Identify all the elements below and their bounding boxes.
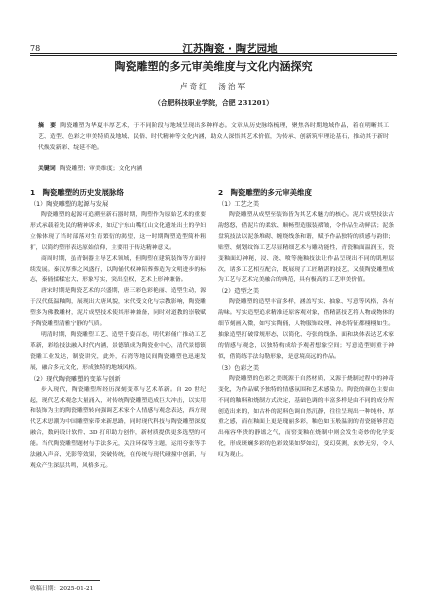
paragraph: 陶瓷雕塑从成型至装饰皆为其艺术魅力的核心。泥片成型技法古韵悠悠，借泥片的柔软、顺畅塑造服装褶皱，令作品生动鲜活；泥条盘筑技法以泥条堆砌、缠绕线条和谐，赋予作品独特的质感与韵律；贴塑、刻划纹饰工艺尽显精细艺术与雕功能性，青瓷釉面温润玉，瓷变釉面幻神秘，浸、浇、喷等施釉技法让作品呈现出不同的肌理层次，诸多工艺相互配合，既展现了工匠精湛的技艺，又使陶瓷雕塑成为工艺与艺术完美融合的典范，具有极高的工艺审美价值。 xyxy=(218,212,394,284)
section-title-aesthetics: 2 陶瓷雕塑的多元审美维度 xyxy=(218,188,312,197)
article-title: 陶瓷雕塑的多元审美维度与文化内涵探究 xyxy=(114,60,313,73)
subsection-title-color: （3）色彩之美 xyxy=(218,364,260,372)
received-date: 收稿日期：2025-01-21 xyxy=(30,586,94,592)
subsection-title-origin: （1）陶瓷雕塑的起源与发展 xyxy=(30,201,109,208)
journal-column-title: 江苏陶瓷 · 陶艺园地 xyxy=(182,43,278,55)
abstract-label: 摘 要 xyxy=(38,123,57,129)
paragraph: 陶瓷雕塑的色彩之美既源于自然材质，又源于烧制过程中的神奇变化，为作品赋予独特的情感氛围和艺术感染力。陶瓷的颜色主要由不同的釉料和烧制方式决定，基础色调的丰富多样是由不同的成分所创造出来的，如古朴的泥料色调自然沉静，往往呈现出一种纯朴、厚重之感，而在釉面上更是瑰丽多彩，釉色如玉般温润的青瓷能够营造出雍容华贵的静谧之气，而窑变釉在烧制中则会发生奇妙的化学变化，形成斑斓多彩的色彩效果如梦如幻，变幻莫测，玄妙无穷，令人叹为观止。 xyxy=(218,375,394,459)
left-column xyxy=(30,184,206,472)
page-number: 78 xyxy=(30,44,41,53)
paragraph: 陶瓷雕塑的造型丰富多样，涵盖写实、抽象、写意等风格，各有韵味。写实造型追求精准还原客观对象，借精湛技艺将人物或物体的细节刻画入微，如写实陶俑，人物服饰纹理、神态特征都栩栩如生。抽象造型打破常规形态，以简化、夸张的线条、面和块体表达艺术家的情感与观念，以独特构成给予观者想象空间；写意造型则重于神似，借简练手法勾勒形象，是意境高远的作品。 xyxy=(218,299,394,360)
subsection-title-form: （2）造型之美 xyxy=(218,288,260,296)
keywords xyxy=(38,164,389,175)
received-rule xyxy=(30,580,100,581)
paragraph: 唐宋时期是陶瓷艺术的兴盛期，唐三彩色彩艳丽、造型生动，源于汉代低温釉陶，展现出大唐风貌，宋代受文化与宗教影响，陶瓷雕塑多为佛教雕材，泥片成型技术使其形神兼备，同时对道教的崇敬赋予陶瓷雕塑清雅宁静的气质。 xyxy=(30,288,206,328)
right-column xyxy=(218,184,394,461)
header-rule-thin xyxy=(30,55,397,56)
paragraph: 步入现代，陶瓷雕塑所经历深刻变革与艺术革新。自 20 世纪起，现代艺术观念大量涌入，对传统陶瓷雕塑造成巨大冲击，以实用和装饰为主的陶瓷雕塑转向强调艺术家个人情感与观念表达，西方现代艺术思潮为中国雕塑家带来新思路，同时现代科技与陶瓷雕塑深度融合，数码设计软件、3D 打印助力创作，新材质提供更多选型的可能。当代陶瓷雕塑题材与手法多元，关注环保等主题，运用夸张等手法融入声音、光影等效果，突破传统，在传统与现代碰撞中创新，与观众产生深层共鸣，风格多元。 xyxy=(30,386,206,469)
abstract-text: 陶瓷雕塑为华夏丰厚艺术，于不同阶段与地域呈现出多种样态。文章从历史脉络梳理，聚焦各时期地域作品，着在明晰其工艺、造型、色彩之审美特质及地域、民俗、时代精神等文化内涵，助众人深悟其艺术价值，为传承、创新筑牢理论基石，推动其于新时代焕发新彩、绽延不绝。 xyxy=(38,123,390,152)
paragraph: 陶瓷雕塑的起源可追溯至新石器时期，陶塑作为原始艺术的重要形式承载着先民的精神诉求，如辽宁东山嘴红山文化遗址出土的孕妇立像体现了当时部落对生育繁衍的渴望，这一时期陶塑造型简朴粗犷，以简约塑形表达原始信仰，主要用于传达精神意义。 xyxy=(30,212,206,251)
affiliation: （合肥科技职业学院，合肥 231201） xyxy=(153,99,274,107)
header-rule xyxy=(30,53,397,54)
abstract xyxy=(38,121,389,155)
paragraph: 商周时期，虽青铜器主导艺术领域，但陶塑在建筑装饰等方面持续发展。秦汉厚葬之风盛行，以陶俑代权神陪葬葬造为文明进步的标志，秦俑揉糅宏大、形象写实，突出皇权，艺术上形神兼备。 xyxy=(30,255,206,284)
subsection-title-craft: （1）工艺之美 xyxy=(218,201,260,208)
paragraph: 明清时期，陶瓷雕塑工艺、造型千姿百态，明代彩俑广推动工艺革新，彩绘技法融入时代内涵，景德镇成为陶瓷业中心，清代景德镇瓷雕工业发达，制瓷讲究，此外，石湾等地民间陶瓷雕塑也迅速发展，融合多元文化，形成独特的地域风格。 xyxy=(30,331,206,371)
subsection-title-modern: （2）现代陶瓷雕塑的变革与创新 xyxy=(30,375,121,383)
authors: 卢奇红 汤治军 xyxy=(179,82,248,91)
keywords-label: 关键词 xyxy=(38,166,56,172)
section-title-history: 1 陶瓷雕塑的历史发展脉络 xyxy=(30,188,124,197)
keywords-text: 陶瓷雕塑；审美维度；文化内涵 xyxy=(59,166,143,172)
